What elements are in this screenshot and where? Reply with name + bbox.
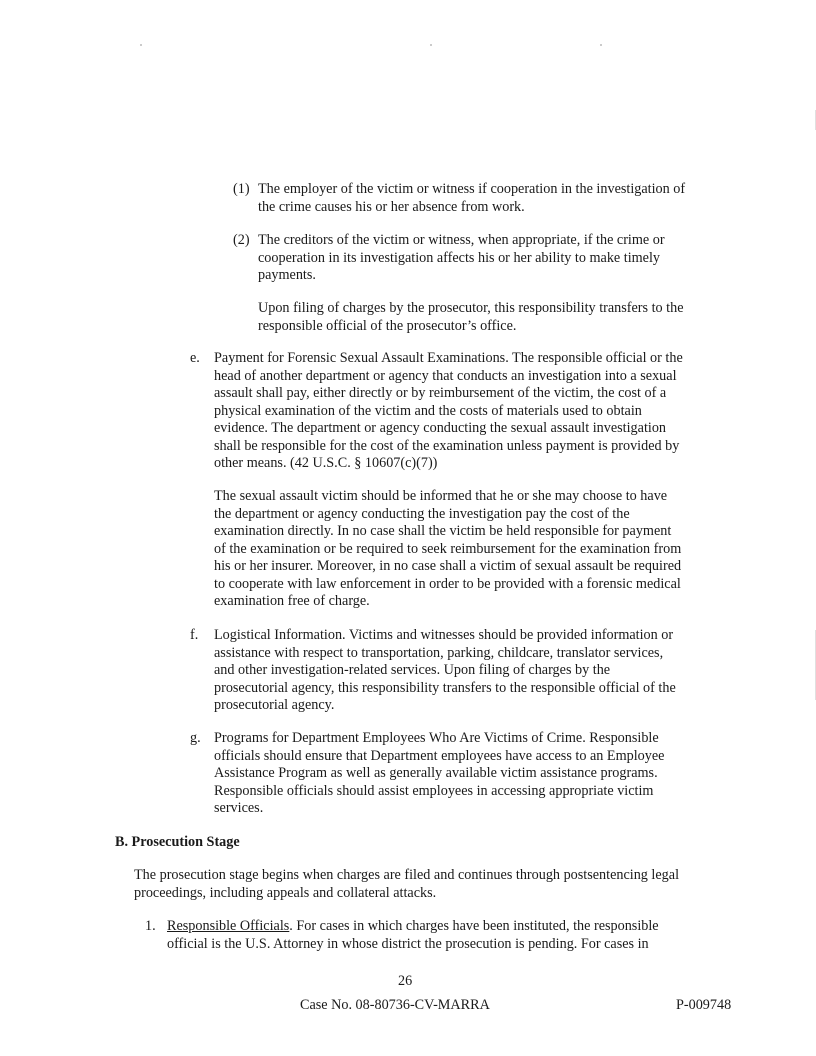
numbered-item-text: The creditors of the victim or witness, when appropriate, if the crime or cooperation in its investigation affects his or her ability to make timely payments. [258, 232, 665, 283]
item-g-label: g. [190, 730, 201, 746]
transfer-note: Upon filing of charges by the prosecutor, this responsibility transfers to the responsible official of the prosecutor’s office. [258, 300, 684, 334]
numbered-item-text: The employer of the victim or witness if cooperation in the investigation of the crime causes his or her absence from work. [258, 181, 686, 215]
case-number: Case No. 08-80736-CV-MARRA [300, 997, 490, 1013]
item-e-text2: The sexual assault victim should be informed that he or she may choose to have the department or agency conducting the investigation pay the cost of the examination directly. In no case shall the victim be held responsible for payment of the examination or be required to seek reimbursement for the examination from his or her insurer. Moreover, in no case shall a victim of sexual assault be required to cooperate with law enforcement in order to be provided with a forensic medical examination free of charge. [214, 488, 682, 609]
item-e-label: e. [190, 350, 200, 366]
bates-number: P-009748 [676, 997, 732, 1013]
item-f-label: f. [190, 627, 199, 643]
item-1-body: . For cases in which charges have been instituted, the responsible official is the U.S. Attorney in whose district the prosecution is pending. For cases in [167, 918, 659, 952]
item-1-title: Responsible Officials [167, 918, 290, 934]
scan-speck [600, 44, 602, 46]
scan-speck [140, 44, 142, 46]
numbered-item-label: (1) [233, 181, 250, 197]
numbered-item-label: (2) [233, 232, 250, 248]
scan-speck [430, 44, 432, 46]
item-e-text: Payment for Forensic Sexual Assault Examinations. The responsible official or the head of another department or agency that conducts an investigation into a sexual assault shall pay, either directly or by reimbursement of the victim, the cost of a physical examination of the victim and the costs of materials used to obtain evidence. The department or agency conducting the sexual assault investigation shall be responsible for the cost of the examination unless payment is provided by other means. (42 U.S.C. § 10607(c)(7)) [214, 350, 683, 471]
item-1-text [167, 918, 697, 953]
item-f-text: Logistical Information. Victims and witnesses should be provided information or assistance with respect to transportation, parking, childcare, translator services, and other investigation-related services. Upon filing of charges by the prosecutorial agency, this responsibility transfers to the responsible official of the prosecutorial agency. [214, 627, 676, 713]
page-number: 26 [398, 973, 413, 989]
item-1-label: 1. [145, 918, 156, 934]
section-heading: B. Prosecution Stage [115, 834, 240, 850]
section-intro: The prosecution stage begins when charges are filed and continues through postsentencing legal proceedings, including appeals and collateral attacks. [134, 867, 680, 901]
item-g-text: Programs for Department Employees Who Are Victims of Crime. Responsible officials should ensure that Department employees have access to an Employee Assistance Program as well as generally available victim assistance programs. Responsible officials should assist employees in accessing appropriate victim services. [214, 730, 665, 816]
